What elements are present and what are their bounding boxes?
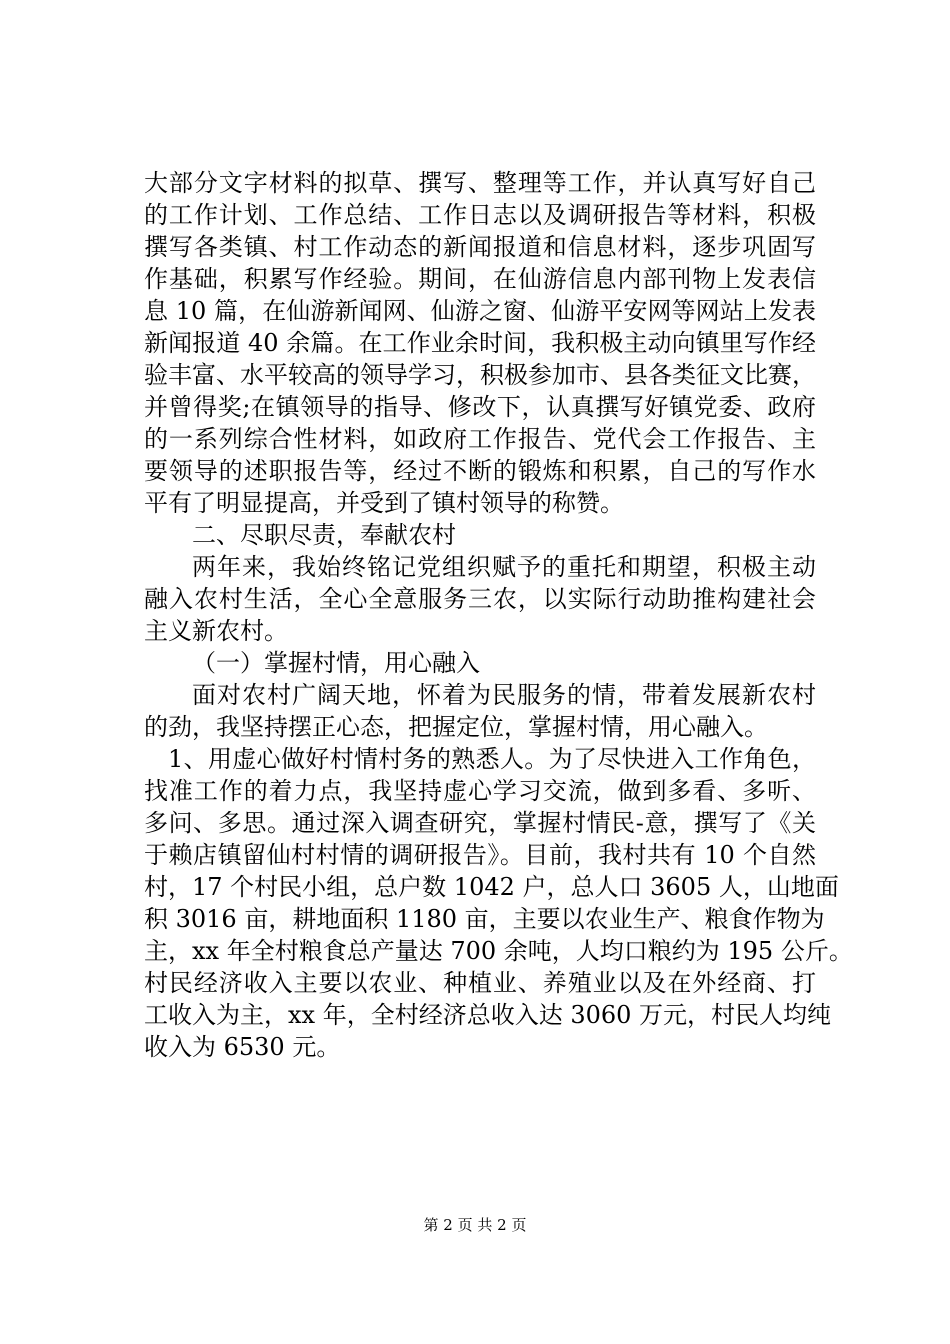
text-line: 新闻报道 40 余篇。在工作业余时间，我积极主动向镇里写作经 [144,329,816,357]
page-footer: 第 2 页 共 2 页 [423,1216,527,1234]
text-line: 大部分文字材料的拟草、撰写、整理等工作，并认真写好自己 [144,169,816,197]
text-line: 的工作计划、工作总结、工作日志以及调研报告等材料，积极 [144,201,816,229]
text-line: 工收入为主，xx 年，全村经济总收入达 3060 万元，村民人均纯 [144,1001,832,1029]
text-line: 1、用虚心做好村情村务的熟悉人。为了尽快进入工作角色， [168,745,816,773]
text-line: 验丰富、水平较高的领导学习，积极参加市、县各类征文比赛， [144,361,816,389]
text-line: 撰写各类镇、村工作动态的新闻报道和信息材料，逐步巩固写 [144,233,816,261]
text-line: 收入为 6530 元。 [144,1033,341,1061]
text-line: 的一系列综合性材料，如政府工作报告、党代会工作报告、主 [144,425,816,453]
text-line: 要领导的述职报告等，经过不断的锻炼和积累，自己的写作水 [144,457,816,485]
text-line: 找准工作的着力点，我坚持虚心学习交流，做到多看、多听、 [144,777,816,805]
text-line: 面对农村广阔天地，怀着为民服务的情，带着发展新农村 [192,681,816,709]
text-line: 主，xx 年全村粮食总产量达 700 余吨，人均口粮约为 195 公斤。 [144,937,853,965]
section-heading: 二、尽职尽责，奉献农村 [192,521,456,549]
text-line: 息 10 篇，在仙游新闻网、仙游之窗、仙游平安网等网站上发表 [144,297,816,325]
text-line: 积 3016 亩，耕地面积 1180 亩，主要以农业生产、粮食作物为 [144,905,825,933]
document-body [144,167,853,1063]
text-line: 的劲，我坚持摆正心态，把握定位，掌握村情，用心融入。 [144,713,768,741]
text-line: 多问、多思。通过深入调查研究，掌握村情民-意，撰写了《关 [144,809,816,837]
text-line: 融入农村生活，全心全意服务三农，以实际行动助推构建社会 [144,585,816,613]
text-line: 主义新农村。 [144,617,288,645]
text-line: 两年来，我始终铭记党组织赋予的重托和期望，积极主动 [192,553,816,581]
text-line: 于赖店镇留仙村村情的调研报告》。目前，我村共有 10 个自然 [144,841,816,869]
text-line: 村民经济收入主要以农业、种植业、养殖业以及在外经商、打 [144,969,816,997]
text-line: 作基础，积累写作经验。期间，在仙游信息内部刊物上发表信 [144,265,816,293]
text-line: 平有了明显提高，并受到了镇村领导的称赞。 [144,489,624,517]
text-line: 并曾得奖;在镇领导的指导、修改下，认真撰写好镇党委、政府 [144,393,816,421]
subsection-heading: （一）掌握村情，用心融入 [192,649,480,677]
text-line: 村，17 个村民小组，总户数 1042 户，总人口 3605 人，山地面 [144,873,839,901]
